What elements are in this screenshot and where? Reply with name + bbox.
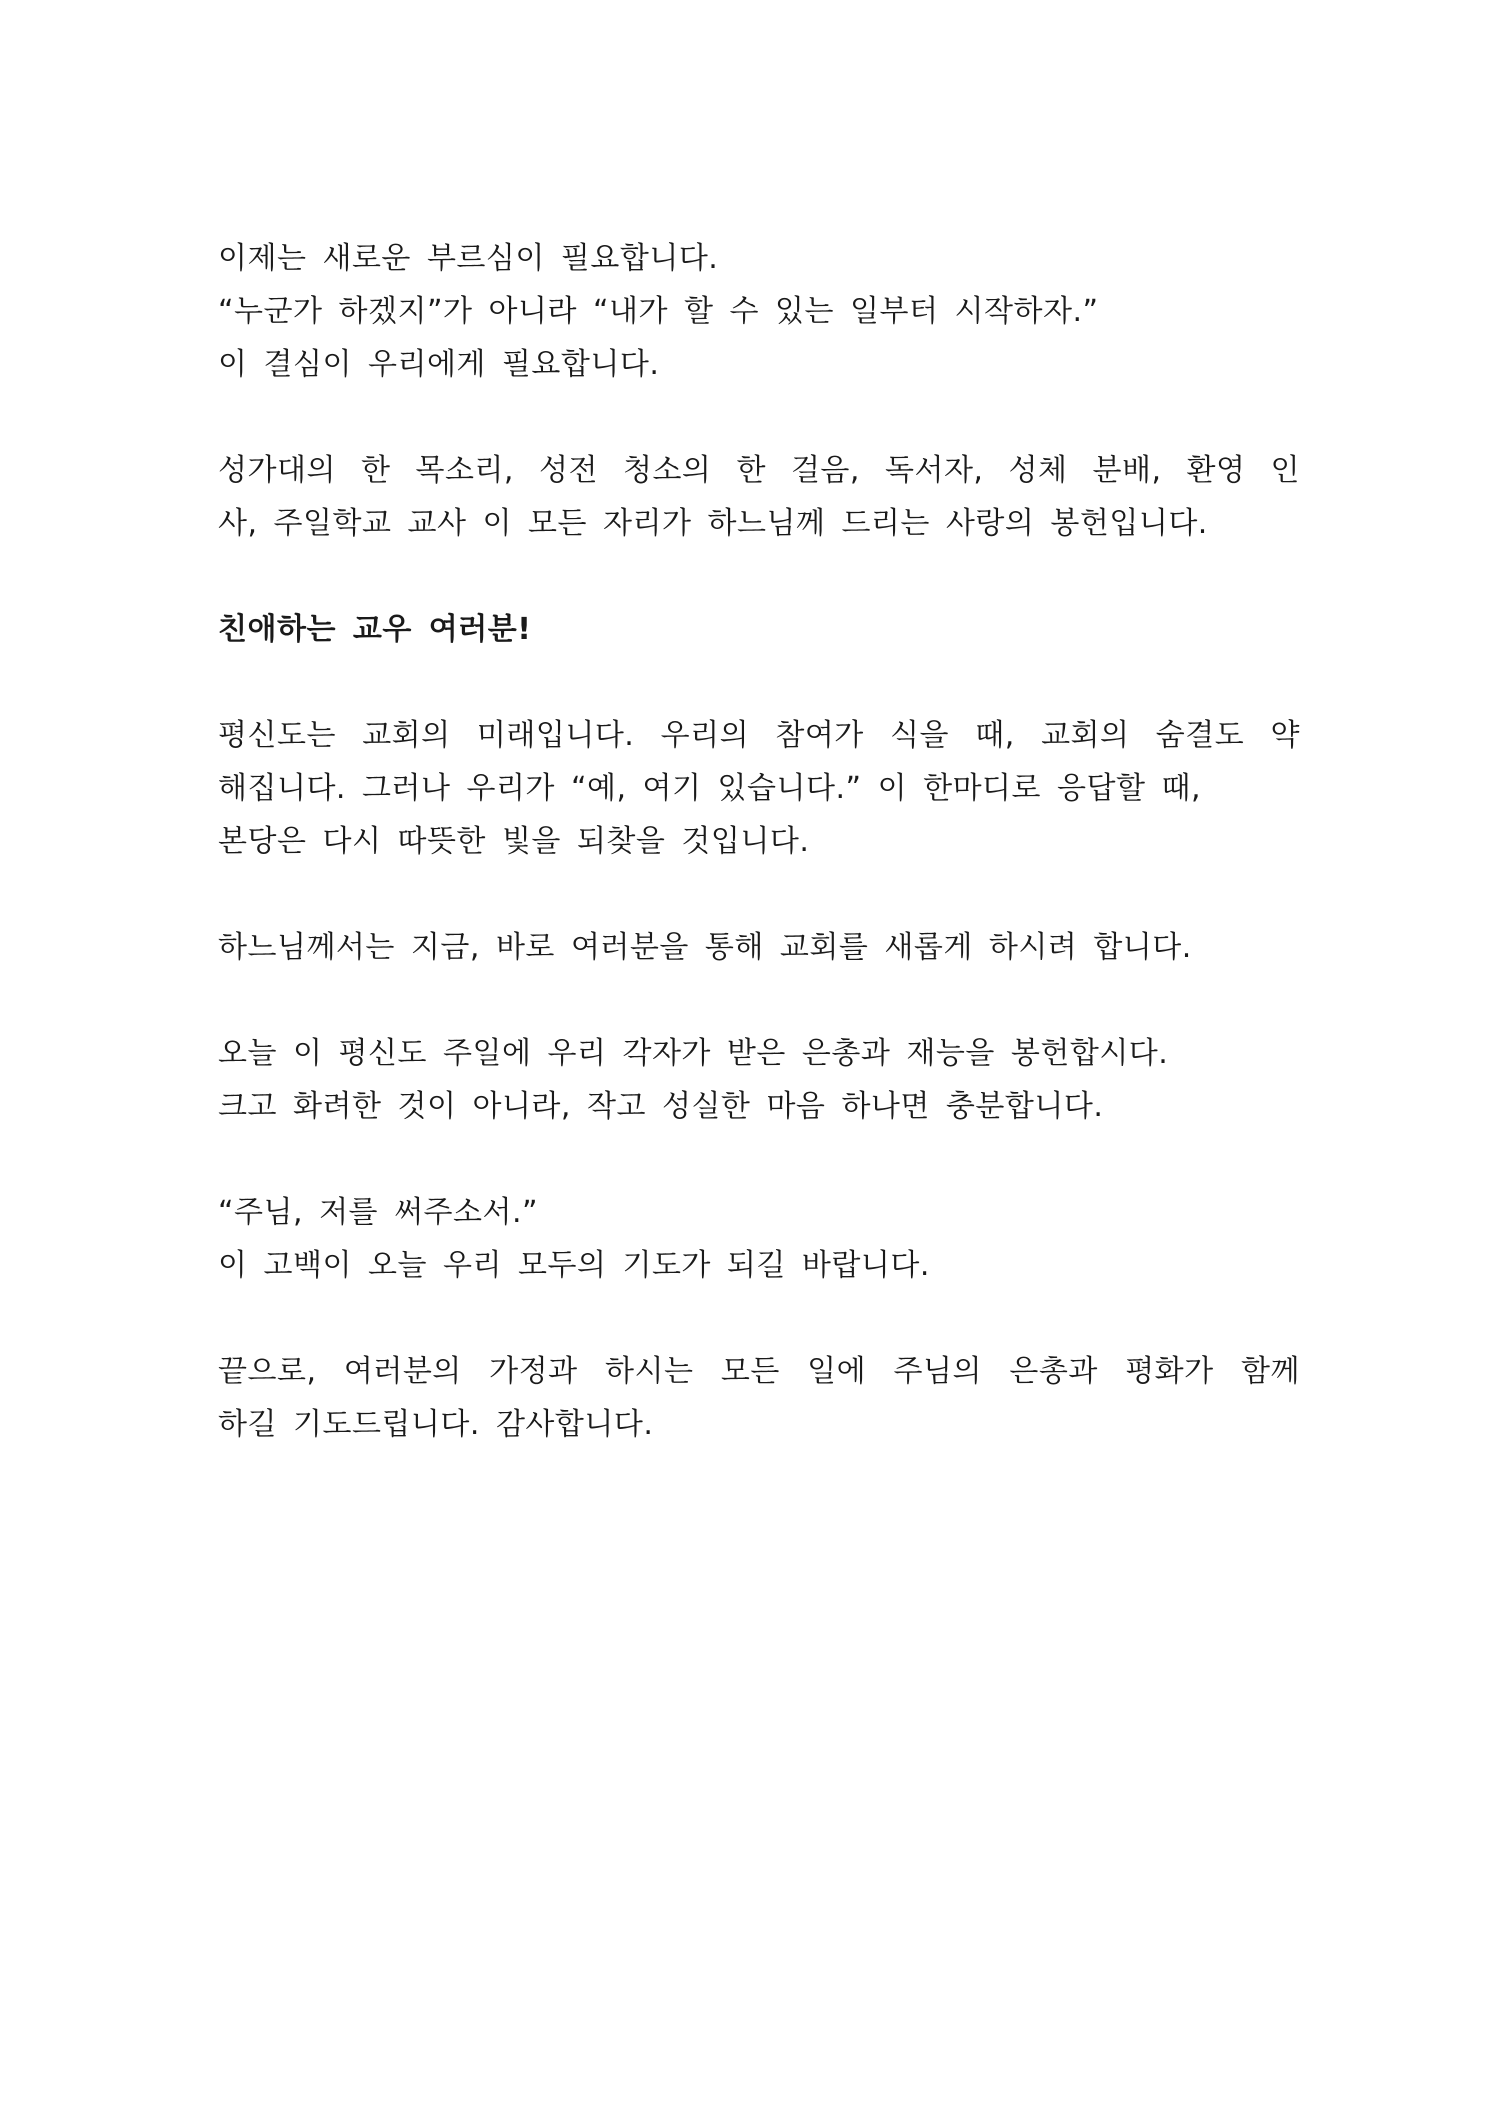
text-line: 하느님께서는 지금, 바로 여러분을 통해 교회를 새롭게 하시려 합니다. xyxy=(218,930,1192,965)
paragraph-ministries xyxy=(218,444,1300,550)
text-line: 성가대의 한 목소리, 성전 청소의 한 걸음, 독서자, 성체 분배, 환영 인 xyxy=(218,453,1300,488)
text-line: 사, 주일학교 교사 이 모든 자리가 하느님께 드리는 사랑의 봉헌입니다. xyxy=(218,506,1208,541)
paragraph-laity-future xyxy=(218,709,1300,868)
text-line: 크고 화려한 것이 아니라, 작고 성실한 마음 하나면 충분합니다. xyxy=(218,1089,1104,1124)
greeting-heading: 친애하는 교우 여러분! xyxy=(218,612,532,647)
text-line: 이제는 새로운 부르심이 필요합니다. xyxy=(218,241,719,276)
paragraph-prayer xyxy=(218,1186,1300,1292)
text-line: 평신도는 교회의 미래입니다. 우리의 참여가 식을 때, 교회의 숨결도 약 xyxy=(218,718,1300,753)
text-line: 해집니다. 그러나 우리가 “예, 여기 있습니다.” 이 한마디로 응답할 때, xyxy=(218,771,1202,806)
text-line: “누군가 하겠지”가 아니라 “내가 할 수 있는 일부터 시작하자.” xyxy=(218,294,1099,329)
paragraph-closing xyxy=(218,1345,1300,1451)
text-line: 이 고백이 오늘 우리 모두의 기도가 되길 바랍니다. xyxy=(218,1248,930,1283)
document-body xyxy=(218,232,1300,1504)
text-line: 끝으로, 여러분의 가정과 하시는 모든 일에 주님의 은총과 평화가 함께 xyxy=(218,1354,1300,1389)
text-line: 본당은 다시 따뜻한 빛을 되찾을 것입니다. xyxy=(218,824,810,859)
text-line: 오늘 이 평신도 주일에 우리 각자가 받은 은총과 재능을 봉헌합시다. xyxy=(218,1036,1169,1071)
text-line: 하길 기도드립니다. 감사합니다. xyxy=(218,1407,654,1442)
text-line: 이 결심이 우리에게 필요합니다. xyxy=(218,347,660,382)
text-line: “주님, 저를 써주소서.” xyxy=(218,1195,539,1230)
paragraph-calling xyxy=(218,232,1300,391)
paragraph-offering xyxy=(218,1027,1300,1133)
paragraph-renewal xyxy=(218,921,1300,974)
